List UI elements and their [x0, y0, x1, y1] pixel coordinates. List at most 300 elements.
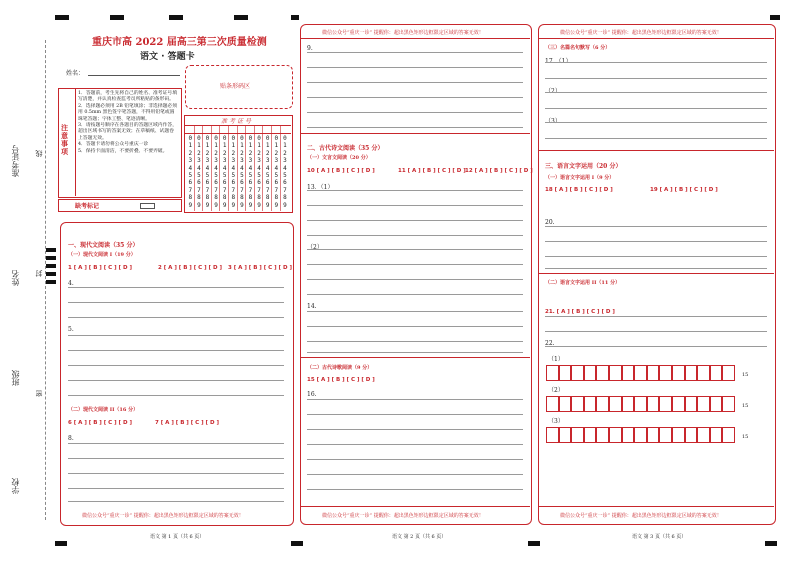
answer-line[interactable]	[307, 414, 523, 415]
digit-bubble[interactable]: 1	[231, 142, 236, 150]
page3-divider	[538, 150, 774, 151]
answer-line[interactable]	[545, 241, 767, 242]
answer-line[interactable]	[545, 138, 767, 139]
digit-bubble[interactable]: 8	[274, 194, 279, 202]
answer-line[interactable]	[545, 62, 767, 63]
digit-bubble[interactable]: 6	[240, 179, 244, 187]
answer-line[interactable]	[545, 92, 767, 93]
grid-box[interactable]	[571, 365, 584, 381]
digit-bubble[interactable]: 7	[274, 186, 279, 194]
digit-bubble[interactable]: 6	[188, 179, 193, 187]
answer-line[interactable]	[307, 205, 523, 206]
digit-bubble[interactable]: 5	[188, 172, 193, 180]
grid-box[interactable]	[685, 427, 698, 443]
answer-line[interactable]	[307, 264, 523, 265]
answer-line[interactable]	[545, 331, 767, 332]
digit-bubble[interactable]: 1	[240, 142, 244, 150]
subsection-poetry-heading: （二）古代诗歌阅读（9 分）	[307, 365, 373, 371]
digit-bubble[interactable]: 9	[222, 201, 227, 209]
digit-bubble[interactable]: 7	[257, 186, 261, 194]
digit-bubble[interactable]: 7	[205, 186, 210, 194]
grid-box[interactable]	[634, 396, 647, 412]
page2-divider	[300, 133, 530, 134]
question-22-part1-label: （1）	[548, 356, 564, 363]
digit-bubble[interactable]: 1	[248, 142, 253, 150]
page3-top-divider	[538, 38, 774, 39]
mcq-12[interactable]: 12 [ A ] [ B ] [ C ] [ D ]	[465, 168, 533, 174]
digit-bubble[interactable]: 6	[265, 179, 270, 187]
grid-box[interactable]	[697, 365, 710, 381]
grid-box[interactable]	[559, 427, 572, 443]
alignment-mark	[110, 15, 124, 20]
answer-line[interactable]	[68, 473, 284, 474]
digit-bubble[interactable]: 9	[214, 201, 218, 209]
alignment-mark	[55, 541, 67, 546]
grid-box[interactable]	[710, 365, 723, 381]
answer-line[interactable]	[68, 380, 284, 381]
digit-bubble[interactable]: 6	[257, 179, 261, 187]
mcq-10[interactable]: 10 [ A ] [ B ] [ C ] [ D ]	[307, 168, 375, 174]
answer-line[interactable]	[68, 488, 284, 489]
digit-bubble[interactable]: 5	[222, 172, 227, 180]
grid-box[interactable]	[659, 396, 672, 412]
digit-bubble[interactable]: 1	[222, 142, 227, 150]
digit-bubble[interactable]: 8	[188, 194, 193, 202]
notes-divider	[75, 88, 76, 196]
digit-bubble[interactable]: 8	[283, 194, 287, 202]
digit-bubble[interactable]: 7	[197, 186, 201, 194]
grid-box[interactable]	[697, 427, 710, 443]
grid-box[interactable]	[634, 365, 647, 381]
alignment-mark	[765, 541, 777, 546]
digit-bubble[interactable]: 3	[240, 157, 244, 165]
answer-line[interactable]	[68, 350, 284, 351]
alignment-mark	[46, 256, 56, 260]
digit-bubble[interactable]: 4	[222, 164, 227, 172]
digit-bubble[interactable]: 3	[214, 157, 218, 165]
question-5-label: 5.	[68, 326, 74, 333]
digit-bubble[interactable]: 9	[240, 201, 244, 209]
page2-bottom-divider	[300, 506, 530, 507]
notes-item: 4．答题卡请勿将公众号重庆一诊	[78, 142, 149, 148]
answer-line[interactable]	[307, 341, 523, 342]
digit-bubble[interactable]: 5	[240, 172, 244, 180]
grid-box[interactable]	[672, 365, 685, 381]
side-admission-label: 准考证号	[11, 145, 20, 177]
digit-bubble[interactable]: 4	[240, 164, 244, 172]
mcq-6[interactable]: 6 [ A ] [ B ] [ C ] [ D ]	[68, 420, 132, 426]
digit-bubble[interactable]: 7	[188, 186, 193, 194]
answer-line[interactable]	[68, 302, 284, 303]
grid-box[interactable]	[659, 427, 672, 443]
digit-bubble[interactable]: 7	[240, 186, 244, 194]
digit-bubble[interactable]: 5	[283, 172, 287, 180]
absent-label: 缺考标记	[75, 203, 100, 210]
digit-bubble[interactable]: 8	[205, 194, 210, 202]
digit-bubble[interactable]: 2	[248, 149, 253, 157]
digit-bubble[interactable]: 5	[214, 172, 218, 180]
question-22-label: 22.	[545, 340, 555, 347]
digit-bubble[interactable]: 4	[231, 164, 236, 172]
grid-box[interactable]	[722, 396, 735, 412]
digit-bubble[interactable]: 6	[222, 179, 227, 187]
digit-bubble[interactable]: 2	[257, 149, 261, 157]
answer-line[interactable]	[307, 112, 523, 113]
grid-box[interactable]	[722, 427, 735, 443]
digit-bubble[interactable]: 1	[257, 142, 261, 150]
digit-bubble[interactable]: 2	[222, 149, 227, 157]
digit-bubble[interactable]: 9	[188, 201, 193, 209]
grid-count-1: 15	[742, 372, 749, 378]
grid-col-line	[245, 125, 246, 211]
digit-bubble[interactable]: 2	[283, 149, 287, 157]
digit-bubble[interactable]: 2	[265, 149, 270, 157]
page2-footer: 语文 第 2 页（共 6 页）	[392, 534, 447, 540]
digit-bubble[interactable]: 5	[257, 172, 261, 180]
grid-box[interactable]	[685, 396, 698, 412]
digit-bubble[interactable]: 0	[205, 135, 210, 142]
digit-bubble[interactable]: 9	[257, 201, 261, 209]
digit-bubble[interactable]: 5	[231, 172, 236, 180]
answer-line[interactable]	[68, 287, 284, 288]
digit-bubble[interactable]: 6	[231, 179, 236, 187]
answer-line[interactable]	[307, 82, 523, 83]
side-dense-label: 密	[35, 390, 43, 397]
digit-bubble[interactable]: 9	[231, 201, 236, 209]
digit-bubble[interactable]: 8	[240, 194, 244, 202]
digit-bubble[interactable]: 0	[240, 135, 244, 142]
grid-box[interactable]	[546, 365, 559, 381]
grid-col-line	[194, 125, 195, 211]
grid-col-line	[271, 125, 272, 211]
digit-bubble[interactable]: 5	[248, 172, 253, 180]
subsection-language-2-heading: （二）语言文字运用 II（11 分）	[545, 280, 621, 286]
grid-box[interactable]	[584, 396, 597, 412]
answer-line[interactable]	[545, 122, 767, 123]
digit-bubble[interactable]: 3	[274, 157, 279, 165]
subsection-1-heading: （一）现代文阅读 I（19 分）	[68, 252, 136, 258]
answer-line[interactable]	[545, 316, 767, 317]
answer-line[interactable]	[307, 294, 523, 295]
grid-box[interactable]	[722, 365, 735, 381]
digit-bubble[interactable]: 6	[274, 179, 279, 187]
grid-box[interactable]	[647, 365, 660, 381]
answer-line[interactable]	[68, 443, 284, 444]
digit-bubble[interactable]: 0	[265, 135, 270, 142]
grid-box[interactable]	[571, 396, 584, 412]
digit-bubble[interactable]: 7	[265, 186, 270, 194]
digit-bubble[interactable]: 0	[231, 135, 236, 142]
question-17-part3-label: （3）	[545, 118, 561, 125]
section-2-heading: 二、古代诗文阅读（35 分）	[307, 145, 384, 152]
question-14-label: 14.	[307, 303, 317, 310]
digit-bubble[interactable]: 3	[197, 157, 201, 165]
grid-box[interactable]	[559, 396, 572, 412]
question-17-part2-label: （2）	[545, 88, 561, 95]
answer-line[interactable]	[307, 190, 523, 191]
mcq-1[interactable]: 1 [ A ] [ B ] [ C ] [ D ]	[68, 265, 132, 271]
page2-divider-2	[300, 357, 530, 358]
digit-bubble[interactable]: 3	[205, 157, 210, 165]
digit-bubble[interactable]: 0	[274, 135, 279, 142]
digit-bubble[interactable]: 4	[214, 164, 218, 172]
grid-box[interactable]	[672, 427, 685, 443]
alignment-mark	[528, 541, 540, 546]
question-13-label: 13．（1）	[307, 184, 334, 191]
digit-bubble[interactable]: 6	[214, 179, 218, 187]
digit-bubble[interactable]: 1	[197, 142, 201, 150]
digit-bubble[interactable]: 5	[274, 172, 279, 180]
question-16-label: 16.	[307, 391, 317, 398]
alignment-mark	[770, 15, 780, 20]
digit-bubble[interactable]: 6	[197, 179, 201, 187]
digit-bubble[interactable]: 1	[274, 142, 279, 150]
digit-bubble[interactable]: 3	[248, 157, 253, 165]
grid-col-line	[219, 125, 220, 211]
alignment-mark	[169, 15, 183, 20]
barcode-label: 贴条形码区	[220, 83, 251, 90]
answer-line[interactable]	[307, 249, 523, 250]
answer-line[interactable]	[68, 458, 284, 459]
alignment-mark	[46, 248, 56, 252]
mcq-15[interactable]: 15 [ A ] [ B ] [ C ] [ D ]	[307, 377, 375, 383]
alignment-mark	[234, 15, 248, 20]
grid-box[interactable]	[596, 427, 609, 443]
answer-line[interactable]	[68, 365, 284, 366]
answer-line[interactable]	[68, 395, 284, 396]
grid-box[interactable]	[622, 365, 635, 381]
digit-bubble[interactable]: 6	[205, 179, 210, 187]
digit-bubble[interactable]: 4	[188, 164, 193, 172]
mcq-18[interactable]: 18 [ A ] [ B ] [ C ] [ D ]	[545, 187, 613, 193]
digit-bubble[interactable]: 3	[231, 157, 236, 165]
digit-bubble[interactable]: 1	[283, 142, 287, 150]
mcq-19[interactable]: 19 [ A ] [ B ] [ C ] [ D ]	[650, 187, 718, 193]
digit-bubble[interactable]: 7	[222, 186, 227, 194]
grid-box[interactable]	[559, 365, 572, 381]
question-8-label: 8.	[68, 435, 74, 442]
digit-bubble[interactable]: 0	[283, 135, 287, 142]
digit-bubble[interactable]: 8	[248, 194, 253, 202]
grid-box[interactable]	[571, 427, 584, 443]
alignment-mark	[55, 15, 69, 20]
notes-list	[78, 91, 178, 155]
answer-line[interactable]	[545, 346, 767, 347]
alignment-mark	[46, 280, 56, 284]
digit-bubble[interactable]: 4	[205, 164, 210, 172]
answer-line[interactable]	[307, 399, 523, 400]
answer-line[interactable]	[307, 444, 523, 445]
page-subtitle: 语文 · 答题卡	[140, 52, 195, 62]
digit-bubble[interactable]: 5	[197, 172, 201, 180]
digit-bubble[interactable]: 5	[265, 172, 270, 180]
grid-box[interactable]	[685, 365, 698, 381]
grid-box[interactable]	[546, 396, 559, 412]
digit-bubble[interactable]: 3	[265, 157, 270, 165]
grid-box[interactable]	[584, 427, 597, 443]
answer-line[interactable]	[307, 52, 523, 53]
grid-box[interactable]	[596, 396, 609, 412]
answer-line[interactable]	[545, 226, 767, 227]
mcq-3[interactable]: 3 [ A ] [ B ] [ C ] [ D ]	[228, 265, 292, 271]
page2-notice-top: 微信公众号“重庆一诊” 提醒你：超出黑色矩形边框限定区域的答案无效！	[322, 30, 484, 36]
side-seal-label: 封	[35, 270, 43, 277]
digit-bubble[interactable]: 1	[265, 142, 270, 150]
answer-line[interactable]	[307, 235, 523, 236]
grid-box[interactable]	[546, 427, 559, 443]
grid-box[interactable]	[672, 396, 685, 412]
grid-box[interactable]	[697, 396, 710, 412]
digit-bubble[interactable]: 2	[240, 149, 244, 157]
grid-box[interactable]	[622, 427, 635, 443]
notes-item: 1．答题前，考生先将自己的姓名、准考证号填写清楚，并认真检查监考员所粘贴的条形码。	[78, 91, 177, 103]
page1-footer: 语文 第 1 页（共 6 页）	[150, 534, 205, 540]
digit-bubble[interactable]: 7	[248, 186, 253, 194]
notes-title: 注意事项	[61, 123, 68, 156]
question-13-part2-label: （2）	[307, 244, 323, 251]
digit-bubble[interactable]: 1	[205, 142, 210, 150]
page3-notice-top: 微信公众号“重庆一诊” 提醒你：超出黑色矩形边框限定区域的答案无效！	[560, 30, 722, 36]
digit-bubble[interactable]: 6	[248, 179, 253, 187]
grid-col-line	[228, 125, 229, 211]
digit-bubble[interactable]: 3	[222, 157, 227, 165]
answer-line[interactable]	[307, 474, 523, 475]
grid-col-line	[262, 125, 263, 211]
answer-line[interactable]	[307, 352, 523, 353]
digit-bubble[interactable]: 2	[231, 149, 236, 157]
digit-bubble[interactable]: 0	[188, 135, 193, 142]
digit-bubble[interactable]: 2	[197, 149, 201, 157]
subsection-2-heading: （二）现代文阅读 II（16 分）	[68, 407, 139, 413]
mcq-11[interactable]: 11 [ A ] [ B ] [ C ] [ D ]	[398, 168, 466, 174]
digit-bubble[interactable]: 4	[197, 164, 201, 172]
digit-bubble[interactable]: 2	[214, 149, 218, 157]
answer-line[interactable]	[307, 311, 523, 312]
digit-bubble[interactable]: 8	[222, 194, 227, 202]
answer-line[interactable]	[68, 317, 284, 318]
side-school-label: 学校	[11, 478, 20, 494]
grid-box[interactable]	[647, 396, 660, 412]
digit-bubble[interactable]: 6	[283, 179, 287, 187]
question-17-label: 17．（1）	[545, 58, 572, 65]
digit-bubble[interactable]: 3	[257, 157, 261, 165]
answer-line[interactable]	[307, 279, 523, 280]
digit-bubble[interactable]: 7	[283, 186, 287, 194]
digit-bubble[interactable]: 5	[205, 172, 210, 180]
grid-box[interactable]	[609, 396, 622, 412]
page3-footer: 语文 第 3 页（共 6 页）	[632, 534, 687, 540]
digit-bubble[interactable]: 7	[231, 186, 236, 194]
answer-line[interactable]	[307, 127, 523, 128]
answer-line[interactable]	[307, 326, 523, 327]
answer-line[interactable]	[545, 268, 767, 269]
digit-bubble[interactable]: 1	[214, 142, 218, 150]
absent-checkbox[interactable]	[140, 203, 155, 209]
side-line-label: 线	[35, 150, 43, 157]
digit-bubble[interactable]: 4	[248, 164, 253, 172]
grid-box[interactable]	[710, 396, 723, 412]
digit-bubble[interactable]: 0	[222, 135, 227, 142]
answer-line[interactable]	[68, 501, 284, 502]
answer-line[interactable]	[307, 220, 523, 221]
answer-line[interactable]	[307, 489, 523, 490]
digit-bubble[interactable]: 9	[197, 201, 201, 209]
answer-line[interactable]	[545, 78, 767, 79]
digit-bubble[interactable]: 9	[265, 201, 270, 209]
digit-bubble[interactable]: 3	[188, 157, 193, 165]
digit-bubble[interactable]: 9	[274, 201, 279, 209]
digit-bubble[interactable]: 4	[265, 164, 270, 172]
digit-bubble[interactable]: 4	[274, 164, 279, 172]
digit-bubble[interactable]: 4	[257, 164, 261, 172]
answer-line[interactable]	[545, 256, 767, 257]
grid-col-line	[254, 125, 255, 211]
digit-bubble[interactable]: 4	[283, 164, 287, 172]
answer-line[interactable]	[307, 429, 523, 430]
answer-line[interactable]	[307, 459, 523, 460]
answer-line[interactable]	[545, 108, 767, 109]
digit-bubble[interactable]: 2	[274, 149, 279, 157]
name-field[interactable]	[88, 75, 180, 76]
digit-bubble[interactable]: 8	[214, 194, 218, 202]
grid-box[interactable]	[609, 427, 622, 443]
grid-box[interactable]	[609, 365, 622, 381]
mcq-7[interactable]: 7 [ A ] [ B ] [ C ] [ D ]	[155, 420, 219, 426]
grid-box[interactable]	[710, 427, 723, 443]
grid-box[interactable]	[596, 365, 609, 381]
subsection-classical-heading: （一）文言文阅读（20 分）	[307, 155, 371, 161]
digit-bubble[interactable]: 0	[257, 135, 261, 142]
digit-bubble[interactable]: 0	[214, 135, 218, 142]
digit-bubble[interactable]: 8	[197, 194, 201, 202]
answer-line[interactable]	[307, 97, 523, 98]
digit-column[interactable]	[281, 135, 290, 209]
mcq-21[interactable]: 21. [ A ] [ B ] [ C ] [ D ]	[545, 309, 615, 315]
digit-bubble[interactable]: 8	[257, 194, 261, 202]
question-20-label: 20.	[545, 219, 555, 226]
mcq-2[interactable]: 2 [ A ] [ B ] [ C ] [ D ]	[158, 265, 222, 271]
question-9-label: 9.	[307, 45, 313, 52]
digit-bubble[interactable]: 3	[283, 157, 287, 165]
digit-bubble[interactable]: 9	[205, 201, 210, 209]
subsection-language-1-heading: （一）语言文字运用 I（9 分）	[545, 175, 615, 181]
digit-bubble[interactable]: 9	[283, 201, 287, 209]
digit-bubble[interactable]: 9	[248, 201, 253, 209]
grid-col-line	[280, 125, 281, 211]
digit-bubble[interactable]: 2	[205, 149, 210, 157]
digit-bubble[interactable]: 0	[197, 135, 201, 142]
answer-line[interactable]	[307, 67, 523, 68]
digit-bubble[interactable]: 1	[188, 142, 193, 150]
digit-bubble[interactable]: 7	[214, 186, 218, 194]
grid-box[interactable]	[647, 427, 660, 443]
alignment-mark	[46, 272, 56, 276]
section-1-heading: 一、现代文阅读（35 分）	[68, 242, 139, 249]
page2-answer-panel	[300, 24, 532, 525]
grid-box[interactable]	[584, 365, 597, 381]
digit-bubble[interactable]: 2	[188, 149, 193, 157]
grid-box[interactable]	[634, 427, 647, 443]
grid-box[interactable]	[622, 396, 635, 412]
answer-line[interactable]	[68, 335, 284, 336]
grid-box[interactable]	[659, 365, 672, 381]
alignment-mark	[291, 541, 303, 546]
digit-bubble[interactable]: 0	[248, 135, 253, 142]
page1-notice: 微信公众号“重庆一诊” 提醒你：超出黑色矩形边框限定区域的答案无效！	[82, 513, 244, 519]
digit-bubble[interactable]: 8	[231, 194, 236, 202]
page3-answer-panel	[538, 24, 776, 525]
digit-bubble[interactable]: 8	[265, 194, 270, 202]
